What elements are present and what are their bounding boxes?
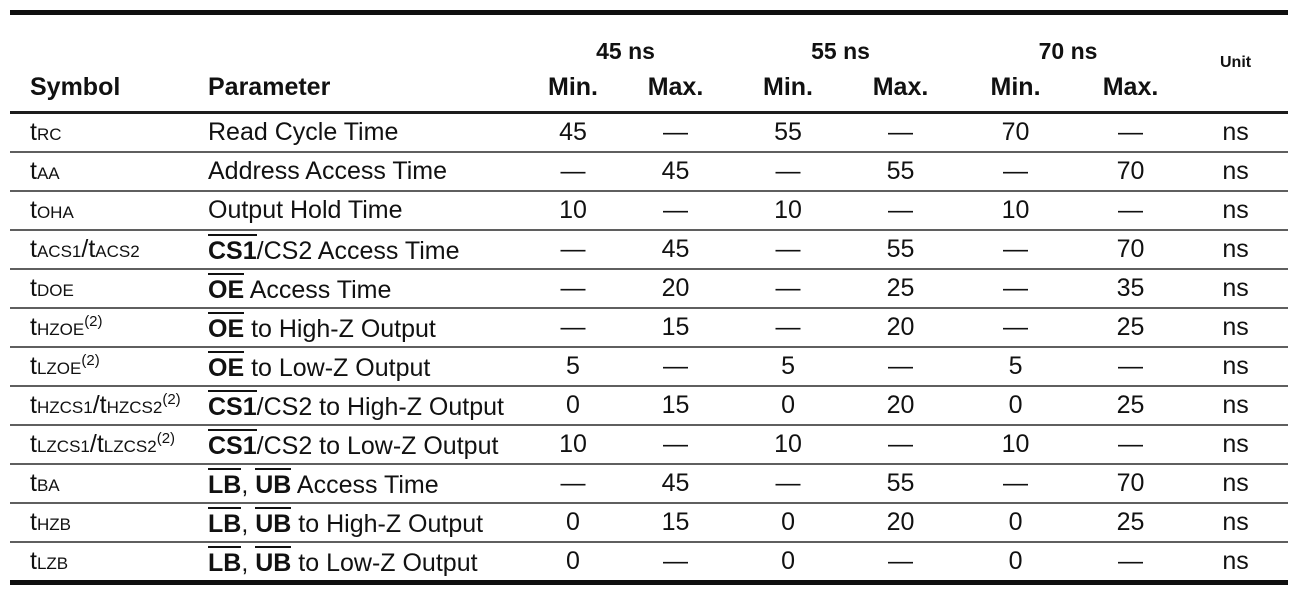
table-row [10,230,1288,269]
symbol-base: t [30,391,37,419]
parameter-cell [200,230,523,269]
value-cell: — [523,464,623,503]
value-cell: 5 [728,347,848,386]
parameter-text: /CS2 Access Time [256,236,460,265]
speed-grade-70ns: 70 ns [1038,38,1098,64]
value-cell: 35 [1078,269,1183,308]
value-cell: 15 [623,503,728,542]
table-row [10,113,1288,153]
unit-cell: ns [1183,308,1288,347]
active-low-signal-name: CS1 [208,390,257,420]
value-cell: — [663,547,688,575]
parameter-cell [200,464,523,503]
active-low-signal-name: LB [208,507,241,537]
symbol-note-superscript: (2) [156,430,176,447]
col-header-max-45: Max. [647,73,704,101]
value-cell: 0 [953,386,1078,425]
value-cell: 70 [1078,464,1183,503]
symbol-cell [10,191,200,230]
value-cell: 55 [848,152,953,191]
value-cell: 0 [523,386,623,425]
value-cell: 45 [623,152,728,191]
value-cell: 10 [953,425,1078,464]
parameter-text: Output Hold Time [208,196,403,224]
value-cell: 20 [848,386,953,425]
symbol-cell [10,386,200,425]
value-cell: — [728,464,848,503]
parameter-text: to Low-Z Output [291,548,478,577]
table-row [10,503,1288,542]
parameter-text: to High-Z Output [291,509,484,538]
value-cell: 55 [848,464,953,503]
value-cell: — [953,464,1078,503]
value-cell: — [848,347,953,386]
value-cell: 0 [728,503,848,542]
speed-grade-55ns: 55 ns [811,38,870,64]
value-cell: 20 [848,308,953,347]
symbol-cell [10,269,200,308]
symbol-cell [10,503,200,542]
value-cell: 45 [623,464,728,503]
active-low-signal-name: LB [208,546,241,576]
col-header-min-70: Min. [990,73,1041,101]
parameter-text: Access Time [291,470,439,499]
value-cell: 25 [1078,308,1183,347]
symbol-subscript: HZCS2 [106,398,163,417]
timing-table-body [10,113,1288,583]
table-row [10,269,1288,308]
parameter-text: Access Time [244,275,392,304]
active-low-signal-name: OE [208,351,244,381]
value-cell: — [728,230,848,269]
active-low-signal-name: OE [208,273,244,303]
col-header-parameter: Parameter [208,73,331,101]
symbol-base: /t [92,391,107,419]
active-low-signal-name: UB [255,507,291,537]
unit-cell: ns [1183,191,1288,230]
table-row [10,152,1288,191]
symbol-note-superscript: (2) [162,391,181,408]
parameter-text: Read Cycle Time [208,118,399,146]
value-cell: 20 [848,503,953,542]
value-cell: — [623,113,728,153]
value-cell: 10 [728,191,848,230]
parameter-cell [200,386,523,425]
active-low-signal-name: UB [255,546,291,576]
value-cell: 70 [1078,230,1183,269]
symbol-base: t [30,274,37,302]
active-low-signal-name: OE [208,312,244,342]
value-cell: 5 [523,347,623,386]
col-header-max-70: Max. [1102,73,1159,101]
value-cell: — [848,425,953,464]
value-cell: — [953,269,1078,308]
value-cell: — [1078,347,1183,386]
value-cell: 0 [523,503,623,542]
value-cell: 55 [848,230,953,269]
parameter-text: , [241,470,256,499]
symbol-subscript: LZOE [36,359,82,378]
symbol-cell [10,542,200,583]
symbol-subscript: DOE [36,281,74,300]
value-cell: — [523,308,623,347]
speed-grade-45ns: 45 ns [596,38,655,64]
parameter-cell [200,191,523,230]
value-cell: 0 [1008,547,1023,575]
value-cell: — [1078,191,1183,230]
value-cell: — [1118,547,1144,575]
symbol-cell [10,152,200,191]
value-cell: 0 [953,503,1078,542]
parameter-text: /CS2 to High-Z Output [256,392,504,421]
value-cell: 55 [728,113,848,153]
parameter-text: , [241,509,256,538]
table-row [10,542,1288,583]
parameter-text: to High-Z Output [244,314,436,343]
symbol-base: t [30,196,37,224]
table-row [10,425,1288,464]
value-cell: — [888,547,914,575]
value-cell: 20 [623,269,728,308]
speed-header-row [10,13,1288,66]
value-cell: 10 [523,425,623,464]
value-cell: — [953,152,1078,191]
table-row [10,191,1288,230]
value-cell: — [728,152,848,191]
value-cell: — [953,308,1078,347]
symbol-subscript: LZB [36,554,69,573]
symbol-subscript: RC [36,125,62,144]
symbol-note-superscript: (2) [84,313,103,330]
table-row [10,386,1288,425]
unit-cell: ns [1183,269,1288,308]
symbol-base: /t [89,430,104,458]
symbol-cell [10,347,200,386]
parameter-text: to Low-Z Output [244,353,431,382]
value-cell: 10 [728,425,848,464]
parameter-cell [200,347,523,386]
unit-cell: ns [1183,386,1288,425]
value-cell: 25 [848,269,953,308]
active-low-signal-name: LB [208,468,241,498]
symbol-base: t [30,157,37,185]
symbol-cell [10,425,200,464]
parameter-text: /CS2 to Low-Z Output [256,431,499,460]
value-cell: 10 [523,191,623,230]
parameter-text: Address Access Time [208,157,447,185]
unit-cell: ns [1222,547,1249,575]
symbol-base: t [30,235,37,263]
col-header-symbol: Symbol [30,73,121,101]
value-cell: — [1078,425,1183,464]
symbol-cell [10,230,200,269]
symbol-subscript: HZB [36,515,71,534]
unit-cell: ns [1183,113,1288,153]
unit-cell: ns [1183,425,1288,464]
symbol-cell [10,113,200,153]
symbol-subscript: HZCS1 [36,398,93,417]
col-header-min-45: Min. [548,73,598,101]
symbol-base: t [30,508,37,536]
symbol-base: t [30,352,37,380]
value-cell: — [728,308,848,347]
parameter-text: , [241,548,256,577]
symbol-base: t [30,469,37,497]
value-cell: 25 [1078,503,1183,542]
value-cell: — [848,191,953,230]
value-cell: 0 [728,386,848,425]
table-header [10,13,1288,113]
value-cell: 5 [953,347,1078,386]
value-cell: — [953,230,1078,269]
col-header-unit: Unit [1219,54,1252,71]
parameter-cell [200,113,523,153]
symbol-note-superscript: (2) [81,352,100,369]
parameter-cell [200,425,523,464]
symbol-base: t [30,313,37,341]
symbol-base: t [30,430,37,458]
col-header-min-55: Min. [763,73,814,101]
symbol-base: /t [81,235,96,263]
value-cell: — [848,113,953,153]
value-cell: — [623,425,728,464]
value-cell: — [623,347,728,386]
value-cell: 0 [566,547,580,575]
symbol-cell [10,464,200,503]
symbol-cell [10,308,200,347]
unit-cell: ns [1183,152,1288,191]
table-row [10,308,1288,347]
parameter-cell [200,542,523,583]
value-cell: — [523,269,623,308]
symbol-subscript: ACS1 [36,242,82,261]
value-cell: — [1078,113,1183,153]
value-cell: 45 [523,113,623,153]
value-cell: 15 [623,308,728,347]
unit-cell: ns [1183,230,1288,269]
unit-cell: ns [1183,347,1288,386]
active-low-signal-name: CS1 [208,429,257,459]
value-cell: 0 [781,547,795,575]
value-cell: 25 [1078,386,1183,425]
timing-parameters-table [10,10,1288,585]
value-cell: 70 [953,113,1078,153]
symbol-subscript: LZCS2 [103,437,157,456]
symbol-subscript: BA [36,476,60,495]
symbol-base: t [30,547,37,575]
value-cell: 70 [1078,152,1183,191]
value-cell: 10 [953,191,1078,230]
active-low-signal-name: CS1 [208,234,257,264]
parameter-cell [200,503,523,542]
unit-cell: ns [1183,464,1288,503]
value-cell: — [623,191,728,230]
value-cell: — [523,152,623,191]
parameter-cell [200,269,523,308]
value-cell: — [523,230,623,269]
value-cell: — [728,269,848,308]
symbol-subscript: AA [36,164,60,183]
table-row [10,464,1288,503]
active-low-signal-name: UB [255,468,291,498]
table-row [10,347,1288,386]
symbol-subscript: HZOE [36,320,85,339]
unit-cell: ns [1183,503,1288,542]
parameter-cell [200,152,523,191]
parameter-cell [200,308,523,347]
symbol-subscript: ACS2 [95,242,140,261]
value-cell: 15 [623,386,728,425]
symbol-subscript: LZCS1 [36,437,90,456]
value-cell: 45 [623,230,728,269]
symbol-subscript: OHA [36,203,74,222]
symbol-base: t [30,118,37,146]
col-header-max-55: Max. [872,73,929,101]
